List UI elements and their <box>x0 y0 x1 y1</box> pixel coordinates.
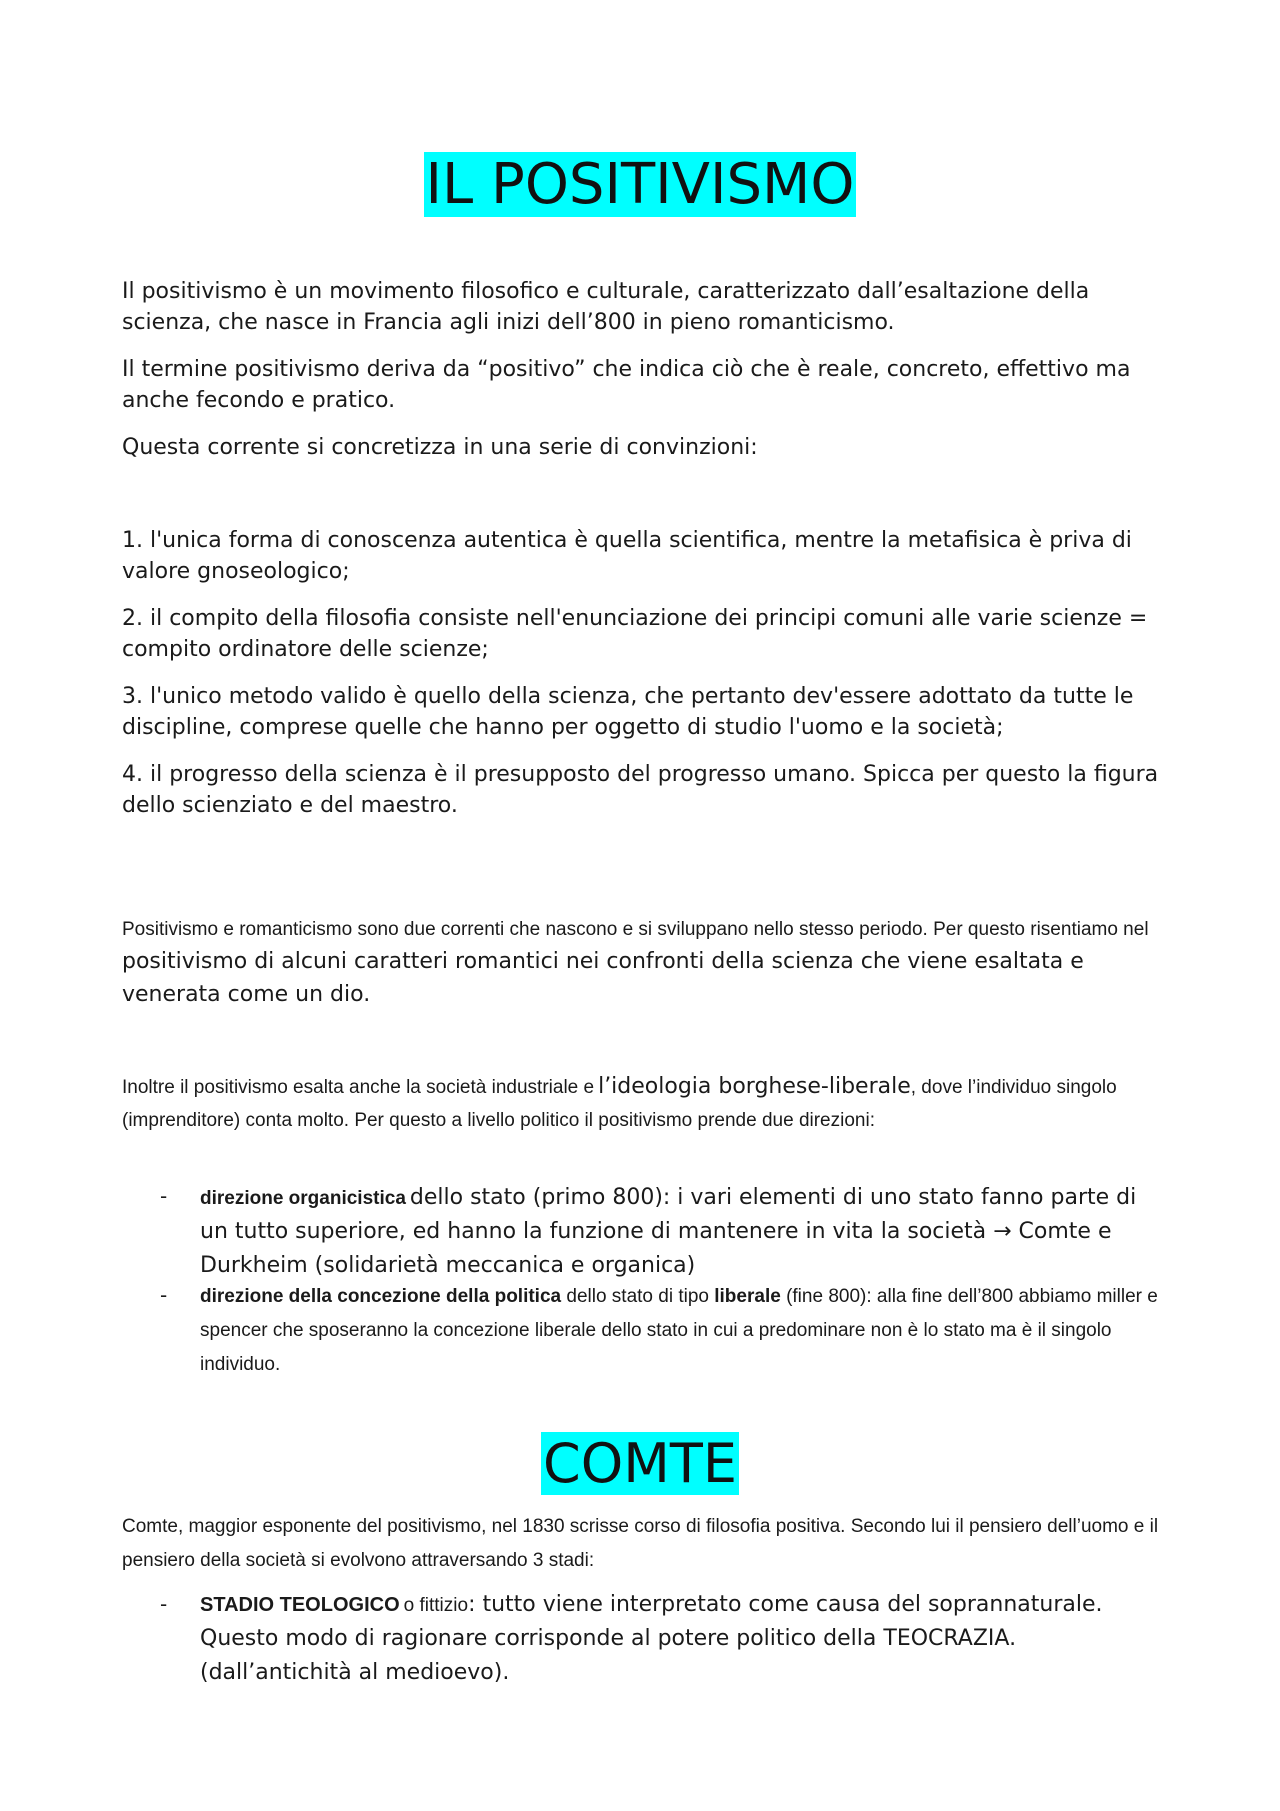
section-title-comte-text: COMTE <box>543 1432 737 1495</box>
bullet-dash: - <box>160 1592 168 1616</box>
romanticism-text-small: Positivismo e romanticismo sono due correnti che nascono e si sviluppano nello stesso periodo. Per questo risentiamo nel <box>122 919 1149 940</box>
romanticism-text-large: positivismo di alcuni caratteri romantici nei confronti della scienza che viene esaltata e venerata come un dio. <box>122 949 1084 1007</box>
section-title-comte <box>0 1430 1280 1498</box>
ideology-text-b: l’ideologia borghese-liberale <box>598 1074 911 1099</box>
direction-1-bold: direzione organicistica <box>200 1188 406 1209</box>
direction-1-text: dello stato (primo 800): i vari elementi di uno stato fanno parte di un tutto superiore, ed hanno la funzione di mantenere in vita la società → Comte e Durkheim (solidarietà meccanica e organica) <box>200 1185 1137 1278</box>
convictions-list <box>122 525 1172 821</box>
direction-2-bold-liberale: liberale <box>714 1286 781 1307</box>
stage-item-1 <box>200 1589 1170 1691</box>
intro-paragraph-1: Il positivismo è un movimento filosofico e culturale, caratterizzato dall’esaltazione della scienza, che nasce in Francia agli inizi dell’800 in pieno romanticismo. <box>122 279 1090 335</box>
stage-1-text: : tutto viene interpretato come causa del soprannaturale. Questo modo di ragionare corrisponde al potere politico della TEOCRAZIA. (dall’antichità al medioevo). <box>200 1592 1103 1685</box>
intro-paragraph-2: Il termine positivismo deriva da “positivo” che indica ciò che è reale, concreto, effettivo ma anche fecondo e pratico. <box>122 357 1131 413</box>
ideology-text-a: Inoltre il positivismo esalta anche la società industriale e <box>122 1077 595 1098</box>
page-title-text: IL POSITIVISMO <box>425 152 855 217</box>
intro-paragraph-3: Questa corrente si concretizza in una serie di convinzioni: <box>122 435 758 460</box>
comte-intro-text: Comte, maggior esponente del positivismo, nel 1830 scrisse corso di filosofia positiva. Secondo lui il pensiero dell’uomo e il pensiero della società si evolvono attraversando 3 stadi: <box>122 1516 1159 1571</box>
list-item: 2. il compito della filosofia consiste nell'enunciazione dei principi comuni alle varie scienze = compito ordinatore delle scienze; <box>122 606 1148 662</box>
direction-2-mid: dello stato di tipo <box>566 1286 709 1307</box>
bullet-dash: - <box>160 1283 168 1307</box>
direction-2-bold: direzione della concezione della politica <box>200 1286 562 1307</box>
intro-section <box>122 276 1172 463</box>
comte-intro <box>122 1510 1172 1578</box>
list-item: 4. il progresso della scienza è il presupposto del progresso umano. Spicca per questo la figura dello scienziato e del maestro. <box>122 762 1159 818</box>
direction-2-text: (fine 800): alla fine dell’800 abbiamo miller e spencer che sposeranno la concezione liberale dello stato in cui a predominare non è lo stato ma è il singolo individuo. <box>200 1286 1158 1375</box>
list-item: 3. l'unico metodo valido è quello della scienza, che pertanto dev'essere adottato da tutte le discipline, comprese quelle che hanno per oggetto di studio l'uomo e la società; <box>122 684 1134 740</box>
stage-1-mid: o fittizio <box>403 1595 469 1616</box>
page-title <box>0 150 1280 220</box>
stage-1-bold: STADIO TEOLOGICO <box>200 1594 400 1616</box>
direction-item-2 <box>200 1280 1170 1382</box>
romanticism-paragraph <box>122 914 1172 1012</box>
bullet-dash: - <box>160 1184 168 1208</box>
ideology-text-c: , dove l’individuo singolo (imprenditore) conta molto. Per questo a livello politico il positivismo prende due direzioni: <box>122 1077 1117 1131</box>
ideology-paragraph <box>122 1071 1172 1138</box>
list-item: 1. l'unica forma di conoscenza autentica è quella scientifica, mentre la metafisica è priva di valore gnoseologico; <box>122 528 1132 584</box>
direction-item-1 <box>200 1182 1170 1284</box>
